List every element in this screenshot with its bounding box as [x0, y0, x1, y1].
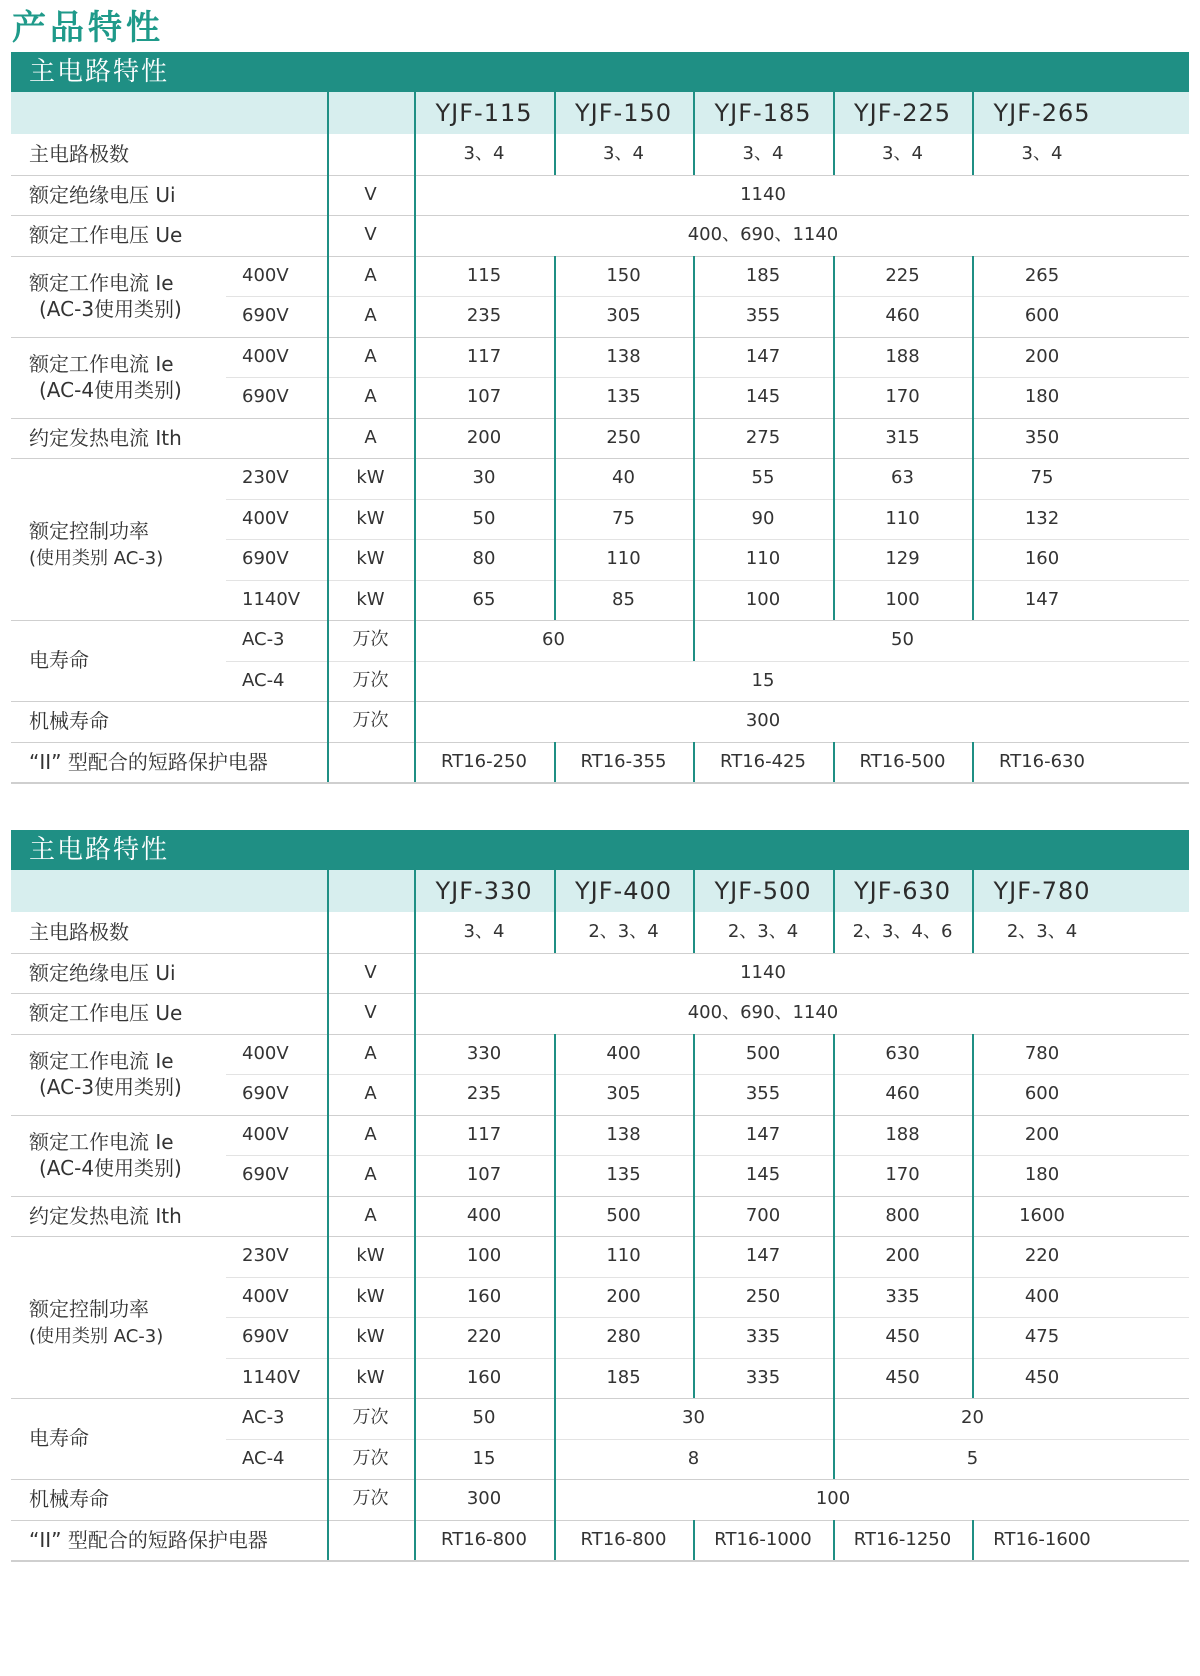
poles-value: 2、3、4 [588, 921, 659, 942]
elec-life-ac4-value: 15 [751, 669, 775, 691]
ac4-400v-value: 147 [745, 1123, 781, 1145]
sub-row-divider [226, 539, 1189, 540]
power-230v-value: 55 [751, 467, 775, 488]
unit-cell: 万次 [352, 669, 389, 691]
unit-cell: 万次 [352, 629, 389, 650]
label-line: (AC-4使用类别) [39, 377, 182, 402]
sub-label: 230V [242, 467, 289, 488]
ac4-400v-value: 200 [1024, 345, 1060, 367]
poles-value: 3、4 [463, 143, 505, 164]
column-divider [693, 1520, 695, 1561]
label-line: 额定工作电流 Ie [29, 351, 174, 376]
protection-value: RT16-800 [580, 1528, 667, 1550]
ac4-690v-value: 135 [606, 386, 641, 407]
model-name-yjf-185: YJF-185 [714, 99, 812, 127]
ac3-400v-value: 185 [745, 264, 781, 286]
ac4-400v-value: 200 [1024, 1123, 1060, 1145]
column-divider [833, 1034, 835, 1480]
ac4-690v-value: 170 [885, 1164, 920, 1185]
ith-value: 350 [1024, 426, 1060, 448]
poles-value: 3、4 [1021, 143, 1063, 164]
power-690v-value: 475 [1024, 1326, 1060, 1347]
unit-cell: A [364, 264, 377, 286]
ith-value: 1600 [1019, 1204, 1065, 1226]
ac3-690v-value: 305 [606, 305, 641, 326]
row-divider [11, 620, 1189, 621]
power-400v-value: 250 [745, 1285, 781, 1307]
elec-life-ac3-value: 60 [542, 629, 565, 650]
column-divider [693, 870, 695, 953]
sub-label: AC-4 [242, 1447, 285, 1469]
sub-row-divider [226, 1277, 1189, 1278]
power-230v-value: 200 [885, 1245, 920, 1266]
column-divider [833, 92, 835, 175]
column-divider [554, 1034, 556, 1520]
ac3-400v-value: 115 [466, 264, 502, 286]
power-230v-value: 147 [745, 1245, 781, 1266]
row-label-ith: 约定发热电流 Ith [29, 425, 182, 450]
ith-value: 800 [885, 1204, 920, 1226]
sub-label: 690V [242, 548, 289, 569]
ac4-690v-value: 180 [1024, 386, 1060, 407]
label-line: (AC-3使用类别) [39, 296, 182, 321]
power-1140v-value: 160 [466, 1366, 502, 1388]
unit-cell: kW [356, 1285, 385, 1307]
ue-value: 400、690、1140 [687, 224, 839, 245]
row-label-protection: “II” 型配合的短路保护电器 [29, 749, 268, 774]
unit-cell: kW [356, 1245, 385, 1266]
row-label-ac4-current [29, 1129, 182, 1181]
label-line: (使用类别 AC-3) [29, 547, 164, 569]
ac3-400v-value: 630 [885, 1042, 920, 1064]
row-divider [11, 215, 1189, 216]
sub-label: 1140V [242, 1366, 301, 1388]
column-divider [693, 1034, 695, 1399]
row-divider [11, 1479, 1189, 1480]
ac4-400v-value: 147 [745, 345, 781, 367]
table-header-bar: 主电路特性 [11, 830, 1189, 870]
row-divider [11, 175, 1189, 176]
row-label-power [29, 1295, 163, 1351]
power-690v-value: 160 [1024, 548, 1060, 569]
column-divider [693, 92, 695, 175]
ac4-690v-value: 145 [745, 386, 781, 407]
power-400v-value: 200 [606, 1285, 641, 1307]
row-label-ue: 额定工作电压 Ue [29, 1001, 183, 1025]
label-line: (AC-4使用类别) [39, 1155, 182, 1180]
column-divider [554, 742, 556, 783]
elec-life-ac4-value: 8 [687, 1447, 700, 1469]
power-690v-value: 129 [885, 548, 920, 569]
ac4-690v-value: 180 [1024, 1164, 1060, 1185]
sub-label: 1140V [242, 588, 301, 610]
sub-row-divider [226, 1439, 1189, 1440]
row-divider [11, 1520, 1189, 1521]
elec-life-ac3-value: 50 [891, 629, 914, 650]
ac3-690v-value: 460 [885, 305, 920, 326]
row-label-ith: 约定发热电流 Ith [29, 1203, 182, 1228]
row-divider [11, 1034, 1189, 1035]
column-divider [972, 742, 974, 783]
sub-label: 400V [242, 345, 289, 367]
power-400v-value: 50 [472, 507, 496, 529]
sub-label: 690V [242, 386, 289, 407]
power-230v-value: 40 [612, 467, 635, 488]
column-divider [414, 92, 416, 782]
row-divider [11, 953, 1189, 954]
row-label-electrical-life: 电寿命 [29, 1426, 89, 1450]
ac4-400v-value: 188 [885, 345, 920, 367]
ac4-690v-value: 107 [466, 386, 502, 407]
ui-value: 1140 [740, 183, 786, 205]
column-divider [972, 870, 974, 953]
ith-value: 700 [745, 1204, 781, 1226]
ui-value: 1140 [740, 961, 786, 983]
power-400v-value: 90 [751, 507, 775, 529]
unit-cell: A [364, 1083, 377, 1104]
power-1140v-value: 335 [745, 1366, 781, 1388]
power-690v-value: 220 [466, 1326, 502, 1347]
poles-value: 3、4 [882, 143, 923, 164]
row-divider [11, 1196, 1189, 1197]
ac4-690v-value: 170 [885, 386, 920, 407]
poles-value: 3、4 [463, 921, 505, 942]
ac3-400v-value: 265 [1024, 264, 1060, 286]
unit-cell: A [364, 1164, 377, 1185]
protection-value: RT16-1000 [714, 1528, 812, 1550]
power-1140v-value: 450 [885, 1366, 920, 1388]
sub-label: 400V [242, 1042, 289, 1064]
model-name-yjf-400: YJF-400 [574, 877, 672, 905]
column-divider [554, 92, 556, 175]
column-divider [972, 256, 974, 621]
power-1140v-value: 147 [1024, 588, 1060, 610]
column-divider [693, 742, 695, 783]
protection-value: RT16-500 [859, 750, 946, 772]
power-1140v-value: 100 [885, 588, 920, 610]
power-230v-value: 63 [891, 467, 914, 488]
column-divider [554, 256, 556, 621]
row-label-ac4-current [29, 351, 182, 403]
sub-row-divider [226, 1358, 1189, 1359]
ith-value: 200 [466, 426, 502, 448]
unit-cell: 万次 [352, 710, 389, 731]
row-label-ac3-current [29, 1048, 182, 1100]
row-label-mechanical-life: 机械寿命 [29, 709, 109, 733]
unit-cell: 万次 [352, 1407, 389, 1428]
mech-life-value: 100 [815, 1488, 851, 1509]
poles-value: 2、3、4、6 [852, 921, 953, 942]
row-label-mechanical-life: 机械寿命 [29, 1487, 109, 1511]
row-label-ui: 额定绝缘电压 Ui [29, 960, 176, 985]
row-divider [11, 742, 1189, 743]
row-divider [11, 701, 1189, 702]
column-divider [554, 870, 556, 953]
protection-value: RT16-355 [580, 750, 667, 772]
model-name-yjf-330: YJF-330 [435, 877, 533, 905]
power-690v-value: 450 [885, 1326, 920, 1347]
column-divider [833, 1520, 835, 1561]
column-divider [693, 256, 695, 661]
spec-table-1 [11, 52, 1189, 774]
power-400v-value: 400 [1024, 1285, 1060, 1307]
model-name-yjf-115: YJF-115 [435, 99, 533, 127]
model-name-yjf-265: YJF-265 [993, 99, 1091, 127]
power-400v-value: 132 [1024, 507, 1060, 529]
power-400v-value: 75 [612, 507, 635, 529]
power-1140v-value: 65 [472, 588, 496, 610]
row-label-ac3-current [29, 270, 182, 322]
power-690v-value: 335 [745, 1326, 781, 1347]
unit-cell: kW [356, 507, 385, 529]
page-title: 产品特性 [12, 8, 164, 48]
sub-row-divider [226, 499, 1189, 500]
column-divider [327, 92, 329, 782]
ac4-400v-value: 138 [606, 345, 641, 367]
sub-label: 690V [242, 1326, 289, 1347]
ac3-400v-value: 330 [466, 1042, 502, 1064]
column-divider [972, 1034, 974, 1399]
sub-label: 400V [242, 1285, 289, 1307]
elec-life-ac4-value: 5 [966, 1447, 979, 1469]
label-line: 额定控制功率 [29, 1296, 149, 1321]
ac3-690v-value: 355 [745, 1083, 781, 1104]
sub-row-divider [226, 580, 1189, 581]
sub-row-divider [226, 661, 1189, 662]
row-divider [11, 1236, 1189, 1237]
sub-row-divider [226, 296, 1189, 297]
power-1140v-value: 100 [745, 588, 781, 610]
sub-label: AC-4 [242, 669, 285, 691]
power-230v-value: 220 [1024, 1245, 1060, 1266]
unit-cell: V [364, 961, 377, 983]
ith-value: 400 [466, 1204, 502, 1226]
column-divider [554, 1520, 556, 1561]
row-label-ui: 额定绝缘电压 Ui [29, 182, 176, 207]
sub-label: 690V [242, 1164, 289, 1185]
label-line: 额定工作电流 Ie [29, 270, 174, 295]
row-label-electrical-life: 电寿命 [29, 648, 89, 672]
ac4-690v-value: 145 [745, 1164, 781, 1185]
unit-cell: A [364, 345, 377, 367]
protection-value: RT16-1250 [853, 1528, 952, 1550]
unit-cell: A [364, 1123, 377, 1145]
unit-cell: kW [356, 588, 385, 610]
sub-label: 690V [242, 305, 289, 326]
ac4-400v-value: 138 [606, 1123, 641, 1145]
ac3-400v-value: 150 [606, 264, 641, 286]
power-230v-value: 75 [1030, 467, 1054, 488]
ac3-400v-value: 225 [885, 264, 920, 286]
row-label-ue: 额定工作电压 Ue [29, 223, 183, 247]
protection-value: RT16-250 [441, 750, 527, 772]
sub-label: 400V [242, 507, 289, 529]
spec-table-2 [11, 830, 1189, 1552]
row-divider [11, 1398, 1189, 1399]
column-divider [972, 1520, 974, 1561]
label-line: 额定工作电流 Ie [29, 1129, 174, 1154]
poles-value: 2、3、4 [727, 921, 799, 942]
unit-cell: A [364, 1204, 377, 1226]
power-690v-value: 280 [606, 1326, 641, 1347]
power-230v-value: 110 [606, 1245, 641, 1266]
power-1140v-value: 185 [606, 1366, 641, 1388]
ac3-690v-value: 460 [885, 1083, 920, 1104]
column-divider [833, 256, 835, 621]
sub-label: AC-3 [242, 629, 285, 650]
spec-grid [11, 92, 1189, 774]
ith-value: 500 [606, 1204, 641, 1226]
ac3-690v-value: 235 [466, 1083, 502, 1104]
row-label-power [29, 517, 163, 573]
unit-cell: V [364, 224, 377, 245]
protection-value: RT16-800 [441, 1528, 527, 1550]
ith-value: 250 [606, 426, 641, 448]
label-line: 额定工作电流 Ie [29, 1048, 174, 1073]
power-690v-value: 110 [745, 548, 781, 569]
sub-label: 400V [242, 1123, 289, 1145]
power-400v-value: 110 [885, 507, 920, 529]
poles-value: 3、4 [742, 143, 784, 164]
unit-cell: 万次 [352, 1447, 389, 1469]
protection-value: RT16-425 [720, 750, 806, 772]
row-divider [11, 256, 1189, 257]
model-name-yjf-630: YJF-630 [853, 877, 951, 905]
elec-life-ac3-value: 30 [682, 1407, 705, 1428]
sub-label: 400V [242, 264, 289, 286]
model-name-yjf-780: YJF-780 [993, 877, 1091, 905]
unit-cell: A [364, 1042, 377, 1064]
column-divider [327, 870, 329, 1560]
row-label-poles: 主电路极数 [29, 920, 129, 944]
column-divider [972, 92, 974, 175]
elec-life-ac3-value: 50 [472, 1407, 496, 1428]
power-1140v-value: 85 [612, 588, 635, 610]
power-400v-value: 335 [885, 1285, 920, 1307]
row-label-poles: 主电路极数 [29, 142, 129, 166]
table-bottom-border [11, 782, 1189, 784]
row-divider [11, 418, 1189, 419]
unit-cell: kW [356, 548, 385, 569]
unit-cell: A [364, 426, 377, 448]
label-line: (使用类别 AC-3) [29, 1325, 164, 1347]
table-bottom-border [11, 1560, 1189, 1562]
label-line: 额定控制功率 [29, 518, 149, 543]
ith-value: 275 [745, 426, 781, 448]
unit-cell: A [364, 305, 377, 326]
model-header-row [11, 92, 1189, 134]
model-header-row [11, 870, 1189, 912]
ac4-400v-value: 117 [466, 345, 502, 367]
ac3-690v-value: 305 [606, 1083, 641, 1104]
ac3-400v-value: 400 [606, 1042, 641, 1064]
unit-cell: kW [356, 467, 385, 488]
power-230v-value: 30 [472, 467, 496, 488]
mech-life-value: 300 [466, 1488, 502, 1509]
unit-cell: V [364, 1002, 377, 1023]
sub-row-divider [226, 1155, 1189, 1156]
sub-label: AC-3 [242, 1407, 285, 1428]
sub-label: 230V [242, 1245, 289, 1266]
ac3-400v-value: 780 [1024, 1042, 1060, 1064]
table-header-bar: 主电路特性 [11, 52, 1189, 92]
ac4-690v-value: 107 [466, 1164, 502, 1185]
sub-row-divider [226, 377, 1189, 378]
poles-value: 3、4 [603, 143, 644, 164]
ac4-690v-value: 135 [606, 1164, 641, 1185]
power-400v-value: 160 [466, 1285, 502, 1307]
row-divider [11, 1115, 1189, 1116]
column-divider [414, 870, 416, 1560]
row-divider [11, 993, 1189, 994]
spec-grid [11, 870, 1189, 1552]
sub-row-divider [226, 1317, 1189, 1318]
ith-value: 315 [885, 426, 920, 448]
row-divider [11, 337, 1189, 338]
model-name-yjf-225: YJF-225 [853, 99, 951, 127]
sub-label: 690V [242, 1083, 289, 1104]
ac3-690v-value: 600 [1024, 1083, 1060, 1104]
power-1140v-value: 450 [1024, 1366, 1060, 1388]
ue-value: 400、690、1140 [687, 1002, 839, 1023]
unit-cell: kW [356, 1326, 385, 1347]
column-divider [833, 870, 835, 953]
ac4-400v-value: 117 [466, 1123, 502, 1145]
ac3-690v-value: 235 [466, 305, 502, 326]
row-divider [11, 458, 1189, 459]
mech-life-value: 300 [745, 710, 781, 731]
ac3-690v-value: 600 [1024, 305, 1060, 326]
unit-cell: A [364, 386, 377, 407]
label-line: (AC-3使用类别) [39, 1074, 182, 1099]
protection-value: RT16-630 [999, 750, 1085, 772]
model-name-yjf-500: YJF-500 [714, 877, 812, 905]
unit-cell: kW [356, 1366, 385, 1388]
unit-cell: 万次 [352, 1488, 389, 1509]
protection-value: RT16-1600 [993, 1528, 1091, 1550]
sub-row-divider [226, 1074, 1189, 1075]
row-label-protection: “II” 型配合的短路保护电器 [29, 1527, 268, 1552]
poles-value: 2、3、4 [1006, 921, 1078, 942]
model-name-yjf-150: YJF-150 [574, 99, 672, 127]
power-690v-value: 80 [472, 548, 496, 569]
power-230v-value: 100 [466, 1245, 502, 1266]
elec-life-ac3-value: 20 [961, 1407, 984, 1428]
power-690v-value: 110 [606, 548, 641, 569]
column-divider [833, 742, 835, 783]
ac4-400v-value: 188 [885, 1123, 920, 1145]
elec-life-ac4-value: 15 [472, 1447, 496, 1469]
ac3-400v-value: 500 [745, 1042, 781, 1064]
ac3-690v-value: 355 [745, 305, 781, 326]
unit-cell: V [364, 183, 377, 205]
